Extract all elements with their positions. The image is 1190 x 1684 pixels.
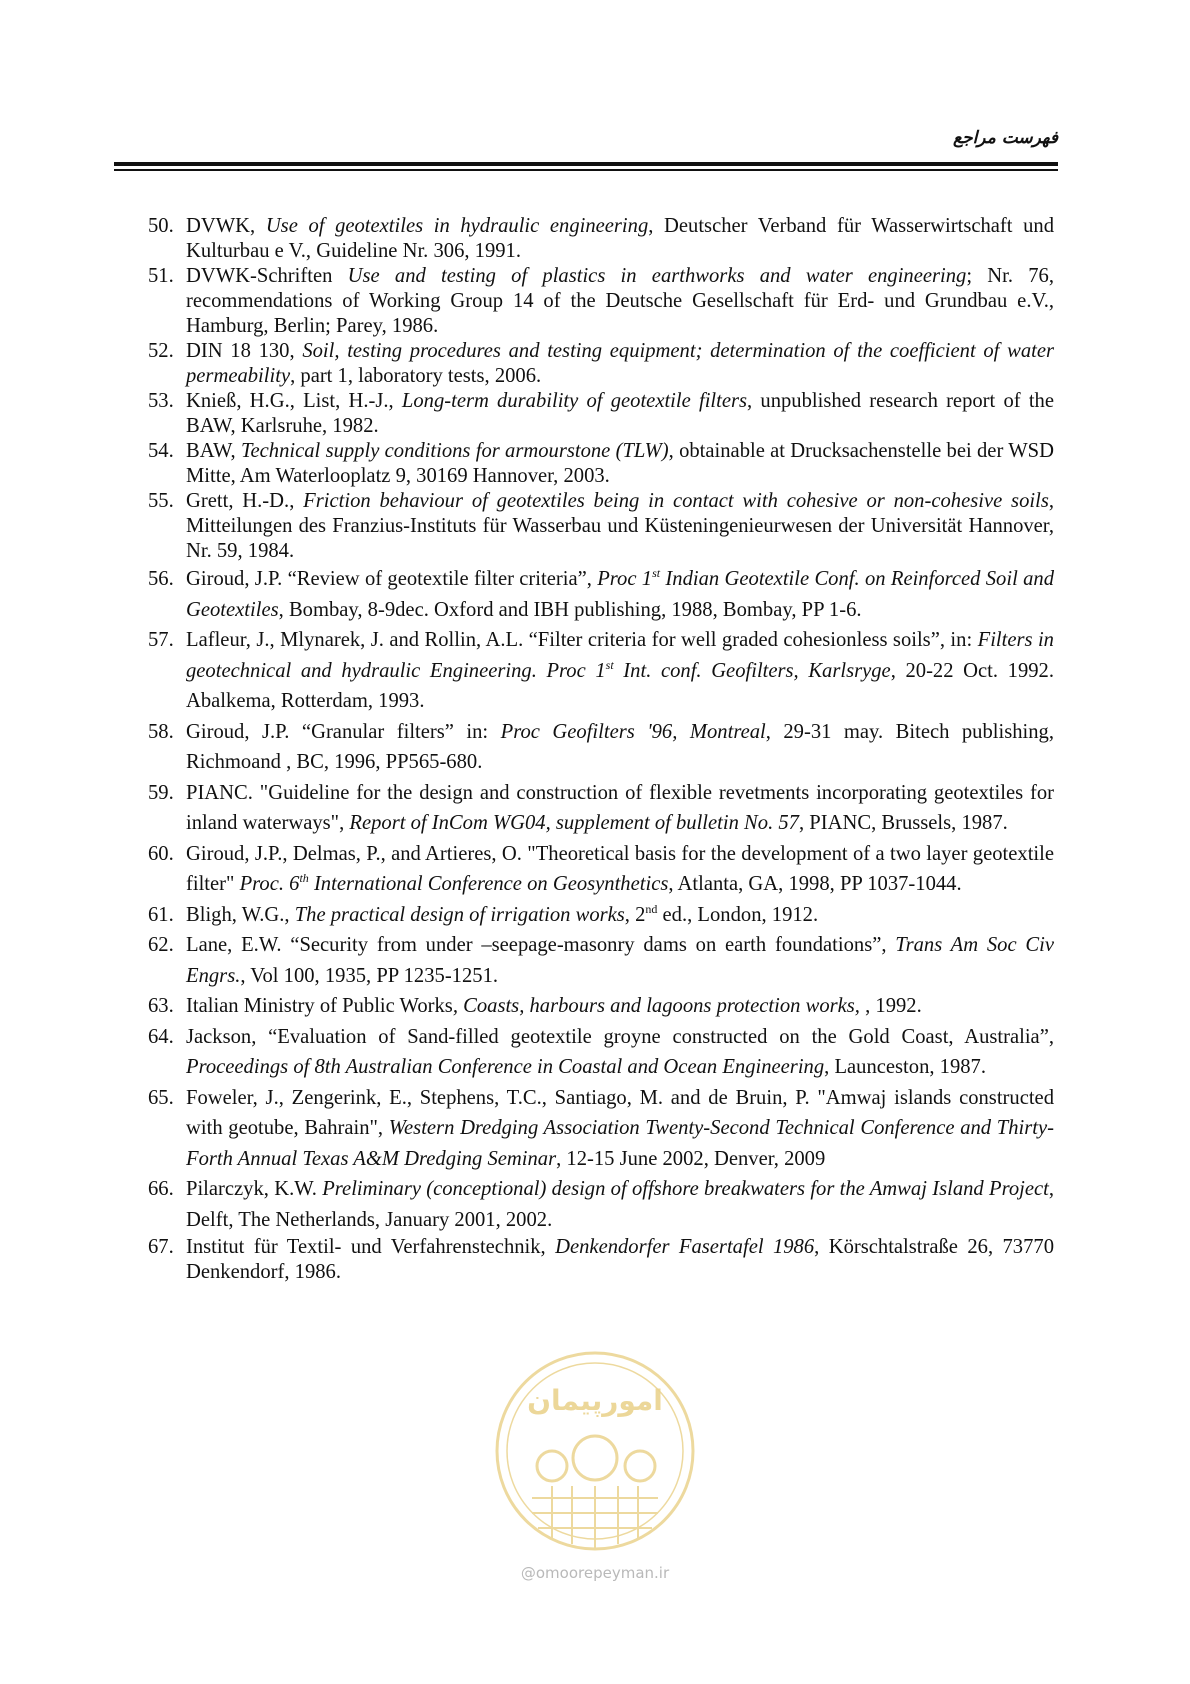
reference-title-italic: Soil, testing procedures and testing equipment; determination of the coefficient of water permeability [186, 340, 1054, 387]
reference-number: 65. [148, 1086, 174, 1109]
header-rule-thick [114, 162, 1058, 166]
reference-item [148, 214, 1054, 264]
reference-item [148, 264, 1054, 339]
reference-number: 64. [148, 1025, 174, 1048]
reference-text: Institut für Textil- und Verfahrenstechnik, [186, 1236, 556, 1258]
watermark-logo [492, 1348, 698, 1554]
reference-title-italic: Denkendorfer Fasertafel 1986 [555, 1236, 815, 1258]
reference-item [148, 717, 1054, 778]
reference-title-italic: Use and testing of plastics in earthworks and water engineering [347, 265, 967, 287]
reference-item [148, 1022, 1054, 1083]
reference-number: 50. [148, 215, 174, 237]
reference-text: , 2 [624, 903, 646, 926]
reference-title-italic: Proc Geofilters '96, Montreal [500, 720, 766, 743]
watermark-site-text: omoorepeyman.ir [535, 1564, 670, 1582]
reference-text: Giroud, J.P., Delmas, P., and Artieres, O. "Theoretical basis for the development of a two layer geotextile filter" [186, 842, 1054, 895]
reference-title-italic: , Coasts, harbours and lagoons protection works, [452, 995, 866, 1017]
reference-text: , unpublished research report of the BAW, Karlsruhe, 1982. [186, 390, 1054, 437]
reference-item [148, 389, 1054, 439]
header-rule-thin [114, 169, 1058, 171]
superscript: st [605, 657, 614, 672]
reference-item [148, 1235, 1054, 1285]
reference-item [148, 625, 1054, 717]
reference-item [148, 339, 1054, 389]
reference-title-italic: Indian Geotextile Conf. on Reinforced Soil and Geotextiles [186, 568, 1055, 621]
reference-title-italic: Proc 1 [597, 568, 653, 590]
reference-number: 63. [148, 995, 174, 1017]
reference-text: DIN 18 130, [186, 340, 303, 362]
watermark-site [500, 1564, 690, 1582]
reference-text: , 12-15 June 2002, Denver, 2009 [556, 1147, 826, 1170]
reference-text: , obtainable at Drucksachenstelle bei der WSD Mitte, Am Waterlooplatz 9, 30169 Hannover, 2003. [186, 440, 1054, 487]
reference-text: Grett, H.-D., [186, 490, 304, 512]
at-icon: @ [520, 1564, 536, 1582]
reference-title-italic: Friction behaviour of geotextiles being in contact with cohesive or non-cohesive soils [303, 490, 1049, 512]
reference-title-italic: Trans Am Soc Civ Engrs. [186, 934, 1054, 987]
reference-title-italic: Filters in geotechnical and hydraulic Engineering. Proc 1 [186, 629, 1054, 682]
reference-number: 54. [148, 440, 174, 462]
reference-text: Lane, E.W. “Security from under –seepage-masonry dams on earth foundations”, [186, 934, 896, 956]
reference-title-italic: Report of InCom WG04, supplement of bulletin No. 57 [349, 812, 799, 834]
reference-text: DVWK-Schriften [186, 265, 348, 287]
reference-number: 51. [148, 265, 174, 287]
reference-text: Knieß, H.G., List, H.-J., [186, 390, 402, 412]
watermark-logo-text: امورپیمان [527, 1384, 663, 1417]
reference-title-italic: Proceedings of 8th Australian Conference in Coastal and Ocean Engineering [186, 1056, 825, 1078]
reference-text: , Mitteilungen des Franzius-Instituts für Wasserbau und Küsteningenieurwesen der Universität Hannover, Nr. 59, 1984. [186, 490, 1054, 562]
reference-item [148, 991, 1054, 1022]
reference-title-italic: Technical supply conditions for armourstone (TLW) [240, 440, 669, 462]
reference-item [148, 778, 1054, 839]
reference-text: Giroud, J.P. “Granular filters” in: [186, 720, 501, 743]
reference-number: 57. [148, 629, 174, 651]
reference-text: , Deutscher Verband für Wasserwirtschaft und Kulturbau e V., Guideline Nr. 306, 1991. [186, 215, 1055, 262]
reference-text: , 20-22 Oct. 1992. Abalkema, Rotterdam, 1993. [186, 659, 1054, 712]
reference-title-italic: Use of geotextiles in hydraulic engineering [265, 215, 649, 237]
reference-title-italic: Western Dredging Association Twenty-Second Technical Conference and Thirty-Forth Annual Texas A&M Dredging Seminar [186, 1117, 1054, 1170]
reference-number: 56. [148, 568, 174, 590]
superscript: th [299, 871, 309, 886]
reference-text: Giroud, J.P. “Review of geotextile filter criteria”, [186, 568, 598, 590]
reference-text: , Vol 100, 1935, PP 1235-1251. [240, 964, 499, 987]
reference-number: 62. [148, 934, 174, 956]
reference-text: Lafleur, J., Mlynarek, J. and Rollin, A.L. “Filter criteria for well graded cohesionless soils”, in: [186, 629, 978, 651]
reference-text: Italian Ministry of Public Works [186, 995, 453, 1017]
reference-text: , 1992. [865, 995, 922, 1017]
reference-text: ed., London, 1912. [657, 903, 819, 926]
reference-text: Bligh, W.G., [186, 903, 295, 926]
reference-text: , Körschtalstraße 26, 73770 Denkendorf, 1986. [186, 1236, 1054, 1283]
reference-item [148, 564, 1054, 625]
reference-text: , 29-31 may. Bitech publishing, Richmoand , BC, 1996, PP565-680. [186, 720, 1054, 773]
reference-number: 61. [148, 903, 174, 926]
reference-title-italic: The practical design of irrigation works [294, 903, 625, 926]
reference-list [148, 214, 1054, 1285]
page-header-title: فهرست مراجع [953, 128, 1058, 148]
reference-item [148, 930, 1054, 991]
reference-title-italic: International Conference on Geosynthetics [308, 873, 669, 895]
reference-number: 60. [148, 842, 174, 865]
reference-text: BAW, [186, 440, 241, 462]
reference-number: 55. [148, 490, 174, 512]
reference-number: 58. [148, 720, 174, 743]
reference-text: , Bombay, 8-9dec. Oxford and IBH publishing, 1988, Bombay, PP 1-6. [278, 598, 862, 621]
reference-item [148, 489, 1054, 564]
reference-number: 66. [148, 1178, 174, 1200]
reference-item [148, 1174, 1054, 1235]
reference-text: , PIANC, Brussels, 1987. [798, 812, 1008, 834]
reference-text: Foweler, J., Zengerink, E., Stephens, T.C., Santiago, M. and de Bruin, P. "Amwaj islands constructed with geotube, Bahrain", [186, 1086, 1054, 1139]
reference-title-italic: Proc. 6 [239, 873, 300, 895]
reference-title-italic: Int. conf. Geofilters, Karlsryge [613, 659, 891, 682]
reference-title-italic: Long-term durability of geotextile filters [401, 390, 748, 412]
superscript: nd [645, 901, 658, 916]
reference-number: 52. [148, 340, 174, 362]
reference-number: 53. [148, 390, 174, 412]
reference-title-italic: Preliminary (conceptional) design of offshore breakwaters for the Amwaj Island Project [322, 1178, 1049, 1200]
reference-text: Jackson, “Evaluation of Sand-filled geotextile groyne constructed on the Gold Coast, Australia”, [186, 1025, 1054, 1048]
reference-item [148, 1083, 1054, 1175]
reference-text: ; Nr. 76, recommendations of Working Group 14 of the Deutsche Gesellschaft für Erd- und Grundbau e.V., Hamburg, Berlin; Parey, 1986. [186, 265, 1054, 337]
reference-text: DVWK, [186, 215, 266, 237]
reference-number: 59. [148, 781, 174, 804]
reference-text: , Delft, The Netherlands, January 2001, 2002. [186, 1178, 1054, 1231]
reference-item [148, 439, 1054, 489]
reference-text: , part 1, laboratory tests, 2006. [290, 365, 542, 387]
reference-text: , Atlanta, GA, 1998, PP 1037-1044. [668, 873, 962, 895]
reference-number: 67. [148, 1236, 174, 1258]
reference-text: , Launceston, 1987. [824, 1056, 986, 1078]
reference-item [148, 900, 1054, 931]
superscript: st [652, 566, 661, 581]
reference-text: PIANC. "Guideline for the design and construction of flexible revetments incorporating geotextiles for inland waterways", [186, 781, 1054, 834]
reference-item [148, 839, 1054, 900]
reference-text: Pilarczyk, K.W. [186, 1178, 323, 1200]
